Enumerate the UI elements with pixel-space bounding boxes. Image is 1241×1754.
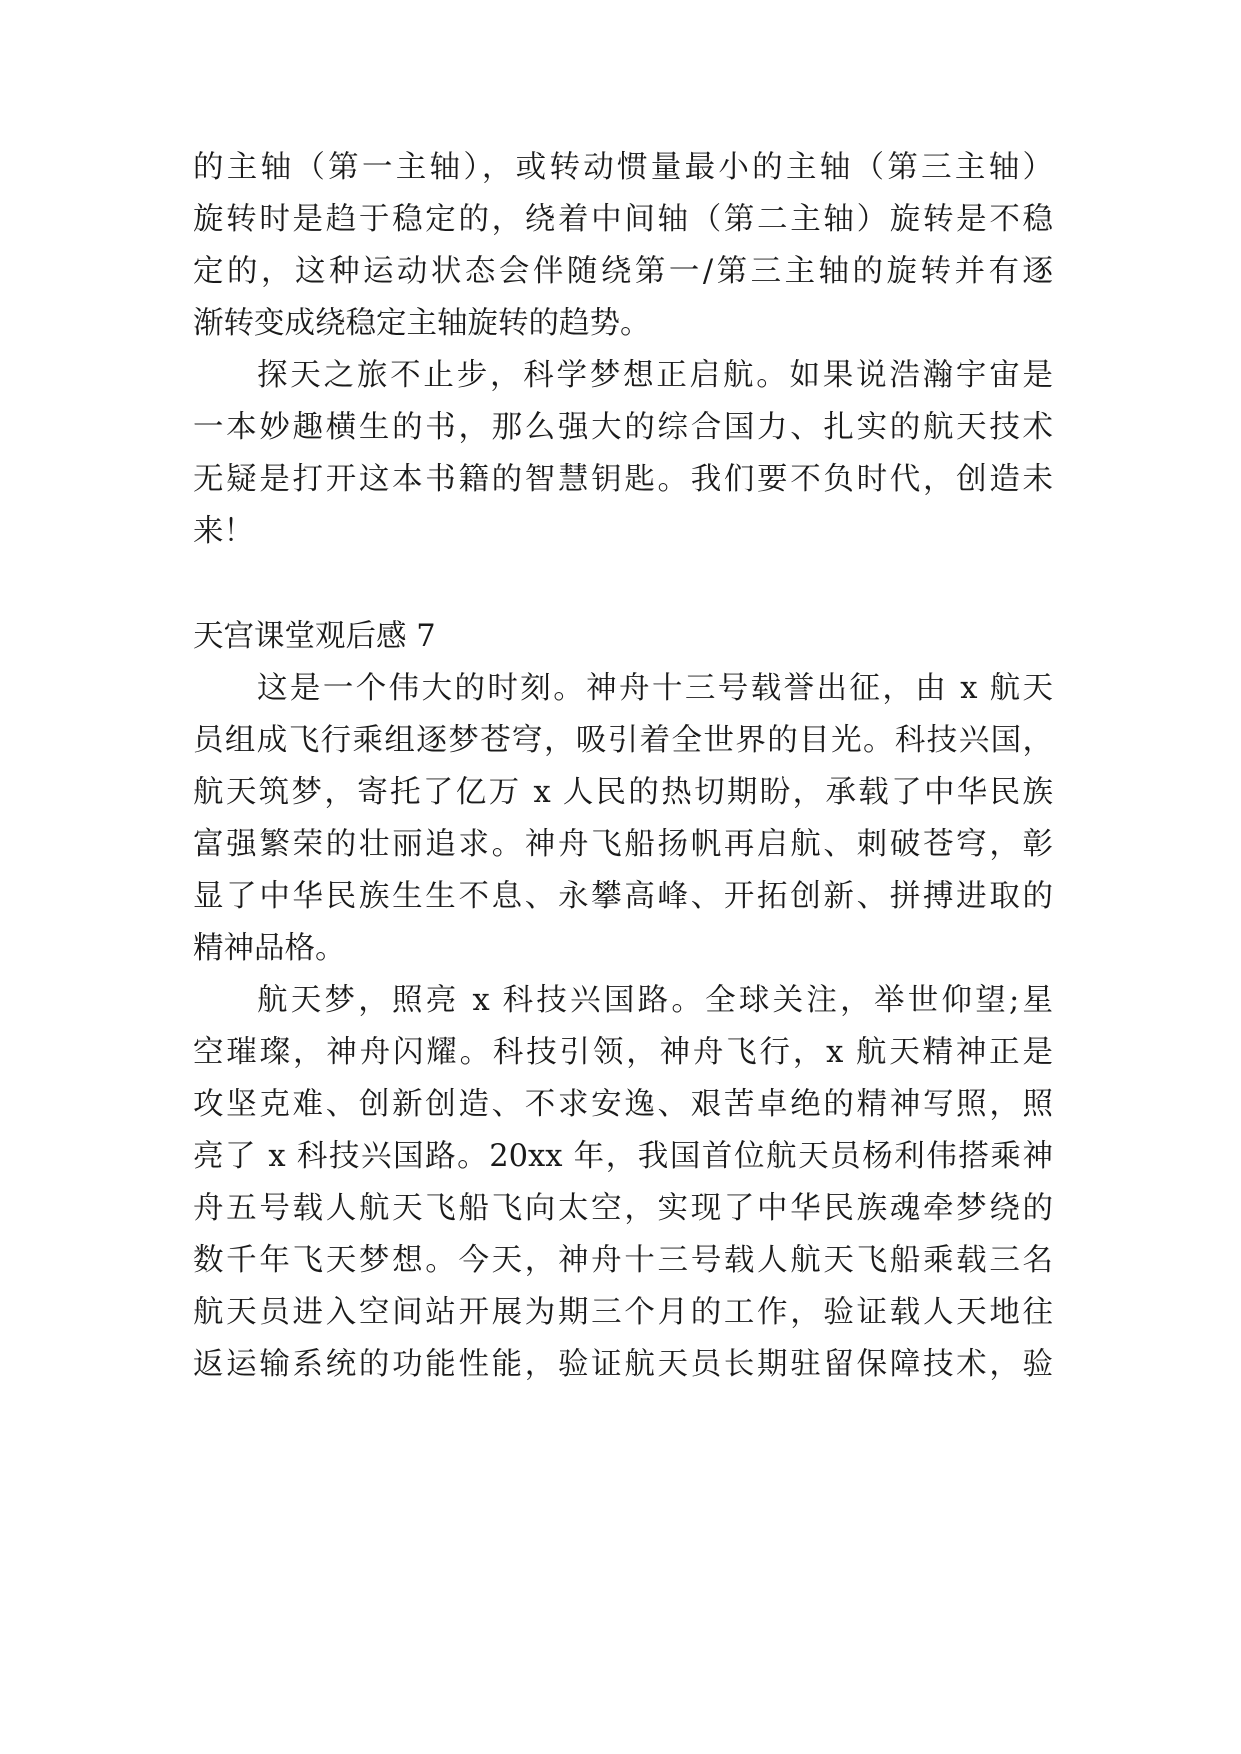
text-line: 攻坚克难、创新创造、不求安逸、艰苦卓绝的精神写照，照 (193, 1087, 1053, 1122)
text-line: 旋转时是趋于稳定的，绕着中间轴（第二主轴）旋转是不稳 (193, 202, 1053, 237)
text-line: 数千年飞天梦想。今天，神舟十三号载人航天飞船乘载三名 (193, 1243, 1053, 1278)
text-line: 无疑是打开这本书籍的智慧钥匙。我们要不负时代，创造未 (193, 462, 1053, 497)
text-line: 定的，这种运动状态会伴随绕第一/第三主轴的旋转并有逐 (193, 254, 1053, 289)
text-line: 舟五号载人航天飞船飞向太空，实现了中华民族魂牵梦绕的 (193, 1191, 1053, 1226)
text-line: 航天筑梦，寄托了亿万 x 人民的热切期盼，承载了中华民族 (193, 775, 1053, 810)
section-heading: 天宫课堂观后感 7 (193, 619, 436, 654)
text-line: 航天员进入空间站开展为期三个月的工作，验证载人天地往 (193, 1295, 1053, 1330)
text-line: 一本妙趣横生的书，那么强大的综合国力、扎实的航天技术 (193, 410, 1053, 445)
text-line: 富强繁荣的壮丽追求。神舟飞船扬帆再启航、刺破苍穹，彰 (193, 827, 1053, 862)
text-line: 显了中华民族生生不息、永攀高峰、开拓创新、拼搏进取的 (193, 879, 1053, 914)
text-line: 来！ (193, 514, 254, 549)
text-line: 空璀璨，神舟闪耀。科技引领，神舟飞行，x 航天精神正是 (193, 1035, 1053, 1070)
text-line: 返运输系统的功能性能，验证航天员长期驻留保障技术，验 (193, 1347, 1053, 1382)
text-line: 员组成飞行乘组逐梦苍穹，吸引着全世界的目光。科技兴国， (193, 723, 1053, 758)
text-line: 航天梦，照亮 x 科技兴国路。全球关注，举世仰望;星 (257, 983, 1053, 1018)
text-line: 的主轴（第一主轴），或转动惯量最小的主轴（第三主轴） (193, 150, 1053, 185)
text-line: 这是一个伟大的时刻。神舟十三号载誉出征，由 x 航天 (257, 671, 1053, 706)
text-line: 探天之旅不止步，科学梦想正启航。如果说浩瀚宇宙是 (257, 358, 1053, 393)
text-line: 精神品格。 (193, 931, 346, 966)
text-line: 亮了 x 科技兴国路。20xx 年，我国首位航天员杨利伟搭乘神 (193, 1139, 1053, 1174)
text-line: 渐转变成绕稳定主轴旋转的趋势。 (193, 306, 651, 341)
